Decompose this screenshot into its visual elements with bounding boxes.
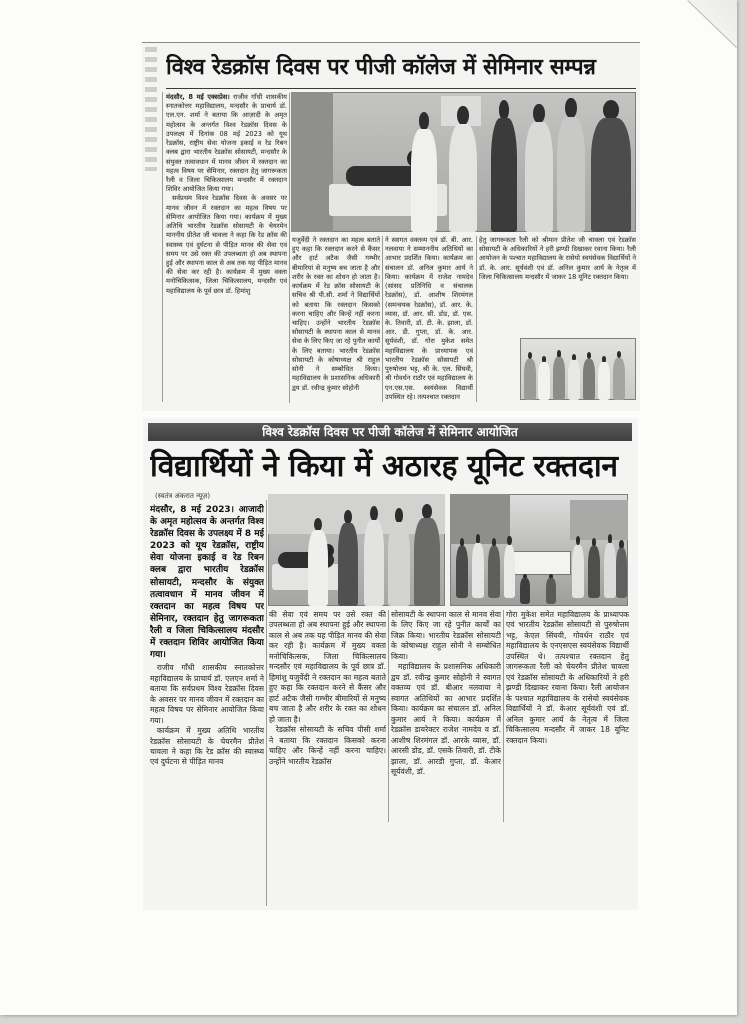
- photo-seminar-blood-donation: [291, 92, 636, 232]
- photo-person: [388, 508, 410, 606]
- dateline: मंदसौर, 8 मई एक्सप्रेस।: [166, 93, 230, 101]
- photo-person: [308, 518, 328, 606]
- paragraph: सोसायटी के स्थापना काल से मानव सेवा के लिए किए जा रहे पुनीत कार्यों का जिक्र किया। भारतीय रेडक्रॉस सोसायटी के कोषाध्यक्ष राहुल सोनी ने सम्बोधित किया।: [391, 610, 501, 661]
- photo-person: [557, 98, 585, 232]
- photo-person: [449, 106, 477, 232]
- top-article-column-1: [166, 93, 287, 403]
- paragraph: राजीव गाँधी शासकीय स्नातकोत्तर महाविद्यालय के प्राचार्य डॉ. एलएन शर्मा ने बताया कि सर्वप्रथम विश्व रेडक्रॉस दिवस के अवसर पर मानव जीवन में रक्तदान का महत्व विषय पर सेमिनार आयोजित किया गया।: [150, 663, 264, 725]
- bottom-article-column-4: [506, 610, 629, 806]
- photo-person: [598, 356, 610, 400]
- bottom-headline: विद्यार्थियों ने किया में अठारह यूनिट रक्तदान: [150, 449, 618, 484]
- headline-rule: [166, 88, 636, 89]
- photo-person: [525, 104, 553, 232]
- photo-person: [411, 112, 437, 232]
- paragraph: सर्वप्रथम विश्व रेडक्रॉस दिवस के अवसर पर मानव जीवन में रक्तदान का महत्व विषय पर सेमिनार आयोजित किया गया। कार्यक्रम में मुख्य अतिथि भारतीय रेडक्रॉस सोसायटी के चेयरमेन माननीय प्रीतेश जी चावला ने कहा कि रेड क्रॉस की स्वास्थ्य एवं दुर्घटना से पीड़ित मानव की सेवा एवं समय पर उसे रक्त की उपलब्धता हो अब स्थापना हुई और स्थापना काल से अब तक यह पीड़ित मानव की सेवा कर रही है। कार्यक्रम में मुख्य वक्ता मनोचिकित्सक, जिला चिकित्सालय, मन्दसौर एवं महाविद्यालय के पूर्व छात्र डॉ. हिमांशु: [166, 194, 287, 295]
- photo-person: [616, 540, 627, 598]
- paragraph: गोरा मुकेश समेत महाविद्यालय के प्राध्यापक एवं भारतीय रेडक्रॉस सोसायटी से पुरुषोत्तम भट्ट, केएल सिंघवी, गोवर्धन राठौर एवं महाविद्यालय के एनएसएस स्वयंसेवक विद्यार्थी उपस्थित थे। तत्पश्चात रक्तदान हेतु जागरूकता रैली को चेयरमैन प्रीतेश चावला एवं रेडक्रॉस सोसायटी के अधिकारियों ने हरी झण्डी दिखाकर रवाना किया। रैली आयोजन के पश्चात महाविद्यालय के रासेयो स्वयंसेवक विद्यार्थियों ने डॉ. केआर सूर्यवंशी एवं डॉ. अनिल कुमार आर्य के नेतृत्व में जिला चिकित्सालय मन्दसौर में जाकर 18 यूनिट रक्तदान किया।: [506, 610, 629, 745]
- photo-person: [604, 534, 616, 598]
- photo-person: [414, 504, 440, 606]
- paragraph: महाविद्यालय के प्रशासनिक अधिकारी द्वय डॉ. रवीन्द्र कुमार सोहोनी ने स्वागत वक्तव्य एवं डॉ. बीआर नलवाया ने स्वागत अतिथियों का आभार प्रदर्शित किया। कार्यक्रम का संचालन डॉ. अनिल कुमार आर्य ने किया। कार्यक्रम में रेडक्रॉस डायरेक्टर राजेश नामदेव व डॉ. आशीष शिरमंगल डॉ. आरके व्यास, डॉ. आरसी डोड, डॉ. एसके तिवारी, डॉ. टीके झाला, डॉ. आरडी गुप्ता, डॉ. केआर सूर्यवंशी, डॉ.: [391, 662, 501, 777]
- adjacent-column-fragment: [145, 47, 157, 171]
- photo-person: [491, 100, 517, 232]
- photo-blood-donation-camp: [268, 494, 445, 606]
- photo-students-group: [520, 338, 636, 400]
- column-rule: [382, 236, 383, 402]
- photo-person: [572, 536, 584, 598]
- column-rule: [476, 236, 477, 402]
- photo-person: [538, 356, 550, 400]
- photo-person: [472, 534, 484, 598]
- photo-person: [338, 510, 358, 606]
- top-headline: विश्व रेडक्रॉस दिवस पर पीजी कॉलेज में सेमिनार सम्पन्न: [166, 55, 596, 80]
- photo-person: [583, 352, 595, 400]
- byline: (स्वतंत्र अंकरात न्यूज़): [155, 492, 211, 500]
- top-article-column-4: [479, 236, 636, 332]
- top-article-column-2: [292, 236, 380, 402]
- paragraph: यजुर्वेदी ने रक्तदान का महत्व बताते हुए कहा कि रक्तदान करने से कैंसर और हार्ट अटैक जैसी गम्भीर बीमारियां से मनुष्य बच जाता है और शरीर के रक्त का शोधन हो जाता है। कार्यक्रम में रेड क्रॉस सोसायटी के सचिव श्री पी.सी. शर्मा ने विद्यार्थियों को बताया कि रक्तदान किसको करना चाहिए और किन्हें नहीं करना चाहिए। उन्होंने भारतीय रेडक्रॉस सोसायटी के स्थापना काल से मानव सेवा के लिए किए जा रहे पुनीत कार्यों के लिए बताया। भारतीय रेडक्रॉस सोसायटी के कोषाध्यक्ष श्री राहुल सोनी ने सम्बोधित किया। महाविद्यालय के प्रशासनिक अधिकारी द्वय डॉ. रवीन्द्र कुमार सोहोनी: [292, 236, 380, 392]
- photo-person: [456, 538, 468, 598]
- photo-person: [588, 538, 600, 598]
- paragraph: की सेवा एवं समय पर उसे रक्त की उपलब्धता हो अब स्थापना हुई और स्थापना काल से अब तक यह पीड़ित मानव की सेवा कर रही है। कार्यक्रम में मुख्य वक्ता मनोचिकित्सक, जिला चिकित्सालय मन्दसौर एवं महाविद्यालय के पूर्व छात्र डॉ. हिमांशु यजुर्वेदी ने रक्तदान का महत्व बताते हुए कहा कि रक्तदान करने से कैंसर और हार्ट अटैक जैसी गम्भीर बीमारियों से मनुष्य बच जाता है और शरीर के रक्त का शोधन हो जाता है।: [269, 610, 386, 724]
- bottom-article-column-2: [269, 610, 386, 822]
- paragraph: हेतु जागरूकता रैली को श्रीमान प्रीतेश जी चावला एवं रेडक्रॉस सोसायटी के अधिकारियों ने हरी झण्डी दिखाकर रवाना किया। रैली आयोजन के पश्चात महाविद्यालय के रासेयो स्वयंसेवक विद्यार्थियों ने डॉ. के. आर. सूर्यवंशी एवं डॉ. अनिल कुमार आर्य के नेतृत्व में जिला चिकित्सालय मन्दसौर में जाकर 18 यूनिट रक्तदान किया।: [479, 236, 636, 281]
- bottom-article-column-3: [391, 610, 501, 822]
- photo-person: [520, 574, 530, 604]
- section-banner: विश्व रेडक्रॉस दिवस पर पीजी कॉलेज में सेमिनार आयोजित: [148, 423, 632, 441]
- photo-awareness-rally: [450, 494, 628, 606]
- photo-person: [524, 352, 536, 400]
- column-rule: [266, 500, 267, 906]
- column-rule: [162, 92, 163, 402]
- photo-person: [613, 351, 625, 400]
- bottom-article-column-1: [150, 504, 264, 906]
- photo-person: [591, 100, 631, 232]
- paragraph: रेडक्रॉस सोसायटी के सचिव पीसी शर्मा ने बताया कि रक्तदान किसको करना चाहिए और किन्हें नहीं करना चाहिए। उन्होंने भारतीय रेडक्रॉस: [269, 725, 386, 766]
- paragraph: ने स्वागत वक्तव्य एवं डॉ. बी. आर. नलवाया ने सम्माननीय अतिथियों का आभार प्रदर्शित किया। कार्यक्रम का संचालन डॉ. अनिल कुमार आर्य ने किया। कार्यक्रम में राजेश नामदेव (सांसद प्रतिनिधि व संचालक रेडक्रॉस), डॉ. आशीष शिरमंगल (समन्वयक रेडक्रॉस), डॉ. आर. के. व्यास, डॉ. आर. सी. डोड, डॉ. एस. के. तिवारी, डॉ. टी. के. झाला, डॉ. आर. डी. गुप्ता, डॉ. के. आर. सूर्यवंशी, डॉ. गोरा मुकेश समेत महाविद्यालय के प्राध्यापक एवं भारतीय रेडक्रॉस सोसायटी श्री पुरुषोत्तम भट्ट, श्री के. एल. सिंघवी, श्री गोवर्धन राठौर एवं महाविद्यालय के एन.एस.एस. स्वयंसेवक विद्यार्थी उपस्थित रहे। तत्पश्चात रक्तदान: [385, 236, 473, 401]
- photo-person: [504, 536, 515, 598]
- paragraph: राजीव गाँधी शासकीय स्नातकोत्तर महाविद्यालय, मन्दसौर के प्राचार्य डॉ. एल.एन. शर्मा ने बताया कि आज़ादी के अमृत महोत्सव के अन्तर्गत विश्व रेडक्रॉस दिवस के उपलक्ष्य में दिनांक 08 मई 2023 को यूथ रेडक्रॉस, राष्ट्रीय सेवा योजना इकाई व रेड रिबन क्लब द्वारा भारतीय रेडक्रॉस सोसायटी, मन्दसौर के संयुक्त तत्वावधान में मानव जीवन में रक्तदान का महत्व विषय पर सेमिनार, रक्तदान हेतु जागरूकता रैली व जिला चिकित्सालय मन्दसौर में रक्तदान शिविर आयोजित किया गया।: [166, 93, 287, 194]
- photo-person: [568, 354, 580, 400]
- lead-paragraph: मंदसौर, 8 मई 2023। आजादी के अमृत महोत्सव के अन्तर्गत विश्व रेडक्रॉस दिवस के उपलक्ष्य में 8 मई 2023 को यूथ रेडक्रॉस, राष्ट्रीय सेवा योजना इकाई व रेड रिबन क्लब द्वारा भारतीय रेडक्रॉस सोसायटी, मन्दसौर के संयुक्त तत्वावधान में मानव जीवन में रक्तदान का महत्व विषय पर सेमिनार, रक्तदान हेतु जागरूकता रैली व जिला चिकित्सालय मंदसौर में रक्तदान शिविर आयोजित किया गया।: [150, 505, 264, 661]
- column-rule: [388, 610, 389, 822]
- column-rule: [289, 93, 290, 403]
- photo-person: [364, 506, 384, 606]
- top-article-column-3: [385, 236, 473, 402]
- photo-person: [553, 350, 565, 400]
- photo-person: [546, 574, 556, 604]
- column-rule: [503, 610, 504, 822]
- paragraph: कार्यक्रम में मुख्य अतिथि भारतीय रेडक्रॉस सोसायटी के चेयरमैन प्रीतेश चावला ने कहा कि रेड क्रॉस की स्वास्थ्य एवं दुर्घटना से पीड़ित मानव: [150, 726, 264, 767]
- photo-person: [488, 538, 500, 598]
